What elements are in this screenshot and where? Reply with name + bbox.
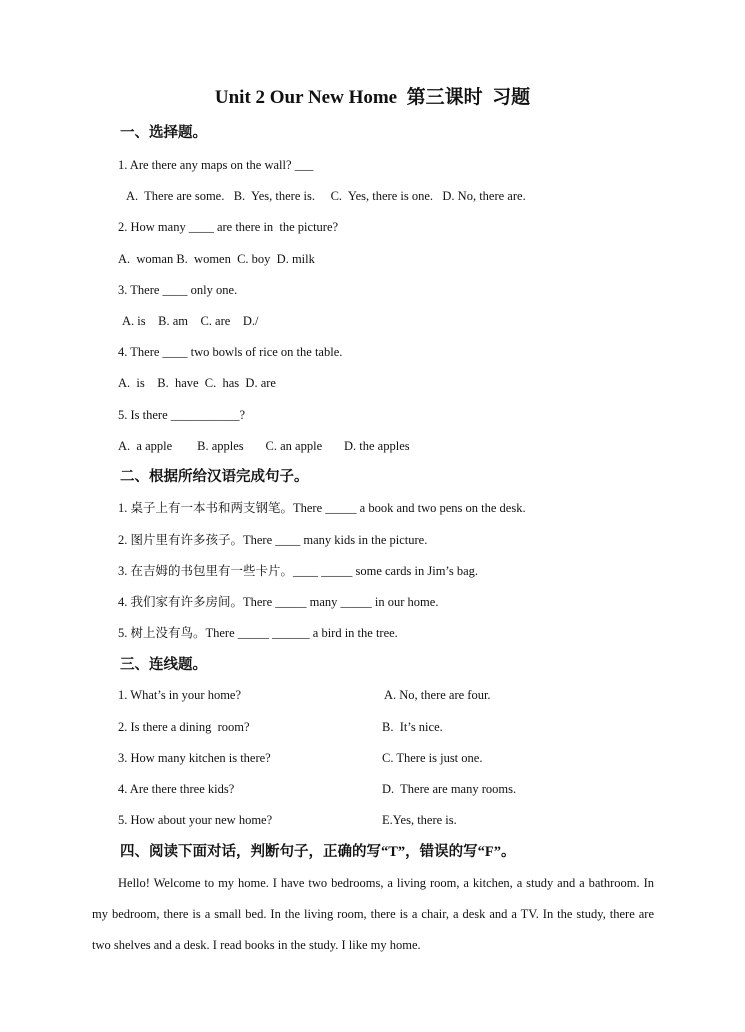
question-5: 5. Is there ___________? [118, 408, 246, 422]
question-2-options: A. woman B. women C. boy D. milk [118, 252, 315, 266]
matching-left-3: 3. How many kitchen is there? [118, 751, 271, 765]
matching-left-1: 1. What’s in your home? [118, 688, 242, 702]
matching-right-1: A. No, there are four. [384, 688, 491, 702]
translation-item-1: 1. 桌子上有一本书和两支钢笔。There _____ a book and two pens on the desk. [118, 501, 526, 515]
question-4: 4. There ____ two bowls of rice on the table. [118, 345, 343, 359]
question-1: 1. Are there any maps on the wall? ___ [118, 158, 314, 172]
question-1-options: A. There are some. B. Yes, there is. C. Yes, there is one. D. No, there are. [126, 189, 526, 203]
question-5-options: A. a apple B. apples C. an apple D. the apples [118, 439, 410, 453]
matching-right-5: E.Yes, there is. [382, 813, 457, 827]
translation-item-2: 2. 图片里有许多孩子。There ____ many kids in the picture. [118, 533, 428, 547]
page-title: Unit 2 Our New Home 第三课时 习题 [214, 87, 531, 108]
reading-passage: Hello! Welcome to my home. I have two bedrooms, a living room, a kitchen, a study and a bathroom. In my bedroom, there is a small bed. In the living room, there is a chair, a desk and a TV. In the study, there are two shelves and a desk. I read books in the study. I like my home. [92, 876, 654, 952]
matching-left-5: 5. How about your new home? [118, 813, 273, 827]
matching-right-3: C. There is just one. [382, 751, 483, 765]
section-4-heading: 四、阅读下面对话，判断句子，正确的写“T”，错误的写“F”。 [120, 844, 516, 860]
matching-left-2: 2. Is there a dining room? [118, 720, 250, 734]
question-2: 2. How many ____ are there in the picture? [118, 220, 339, 234]
question-3-options: A. is B. am C. are D./ [122, 314, 259, 328]
translation-item-5: 5. 树上没有鸟。There _____ ______ a bird in the tree. [118, 626, 398, 640]
section-2-heading: 二、根据所给汉语完成句子。 [120, 469, 309, 485]
translation-item-4: 4. 我们家有许多房间。There _____ many _____ in our home. [118, 595, 439, 609]
matching-right-4: D. There are many rooms. [382, 782, 517, 796]
matching-right-2: B. It’s nice. [382, 720, 443, 734]
translation-item-3: 3. 在吉姆的书包里有一些卡片。____ _____ some cards in Jim’s bag. [118, 564, 479, 578]
question-3: 3. There ____ only one. [118, 283, 238, 297]
question-4-options: A. is B. have C. has D. are [118, 376, 276, 390]
section-3-heading: 三、连线题。 [120, 657, 207, 673]
section-1-heading: 一、选择题。 [120, 125, 207, 141]
matching-left-4: 4. Are there three kids? [118, 782, 235, 796]
